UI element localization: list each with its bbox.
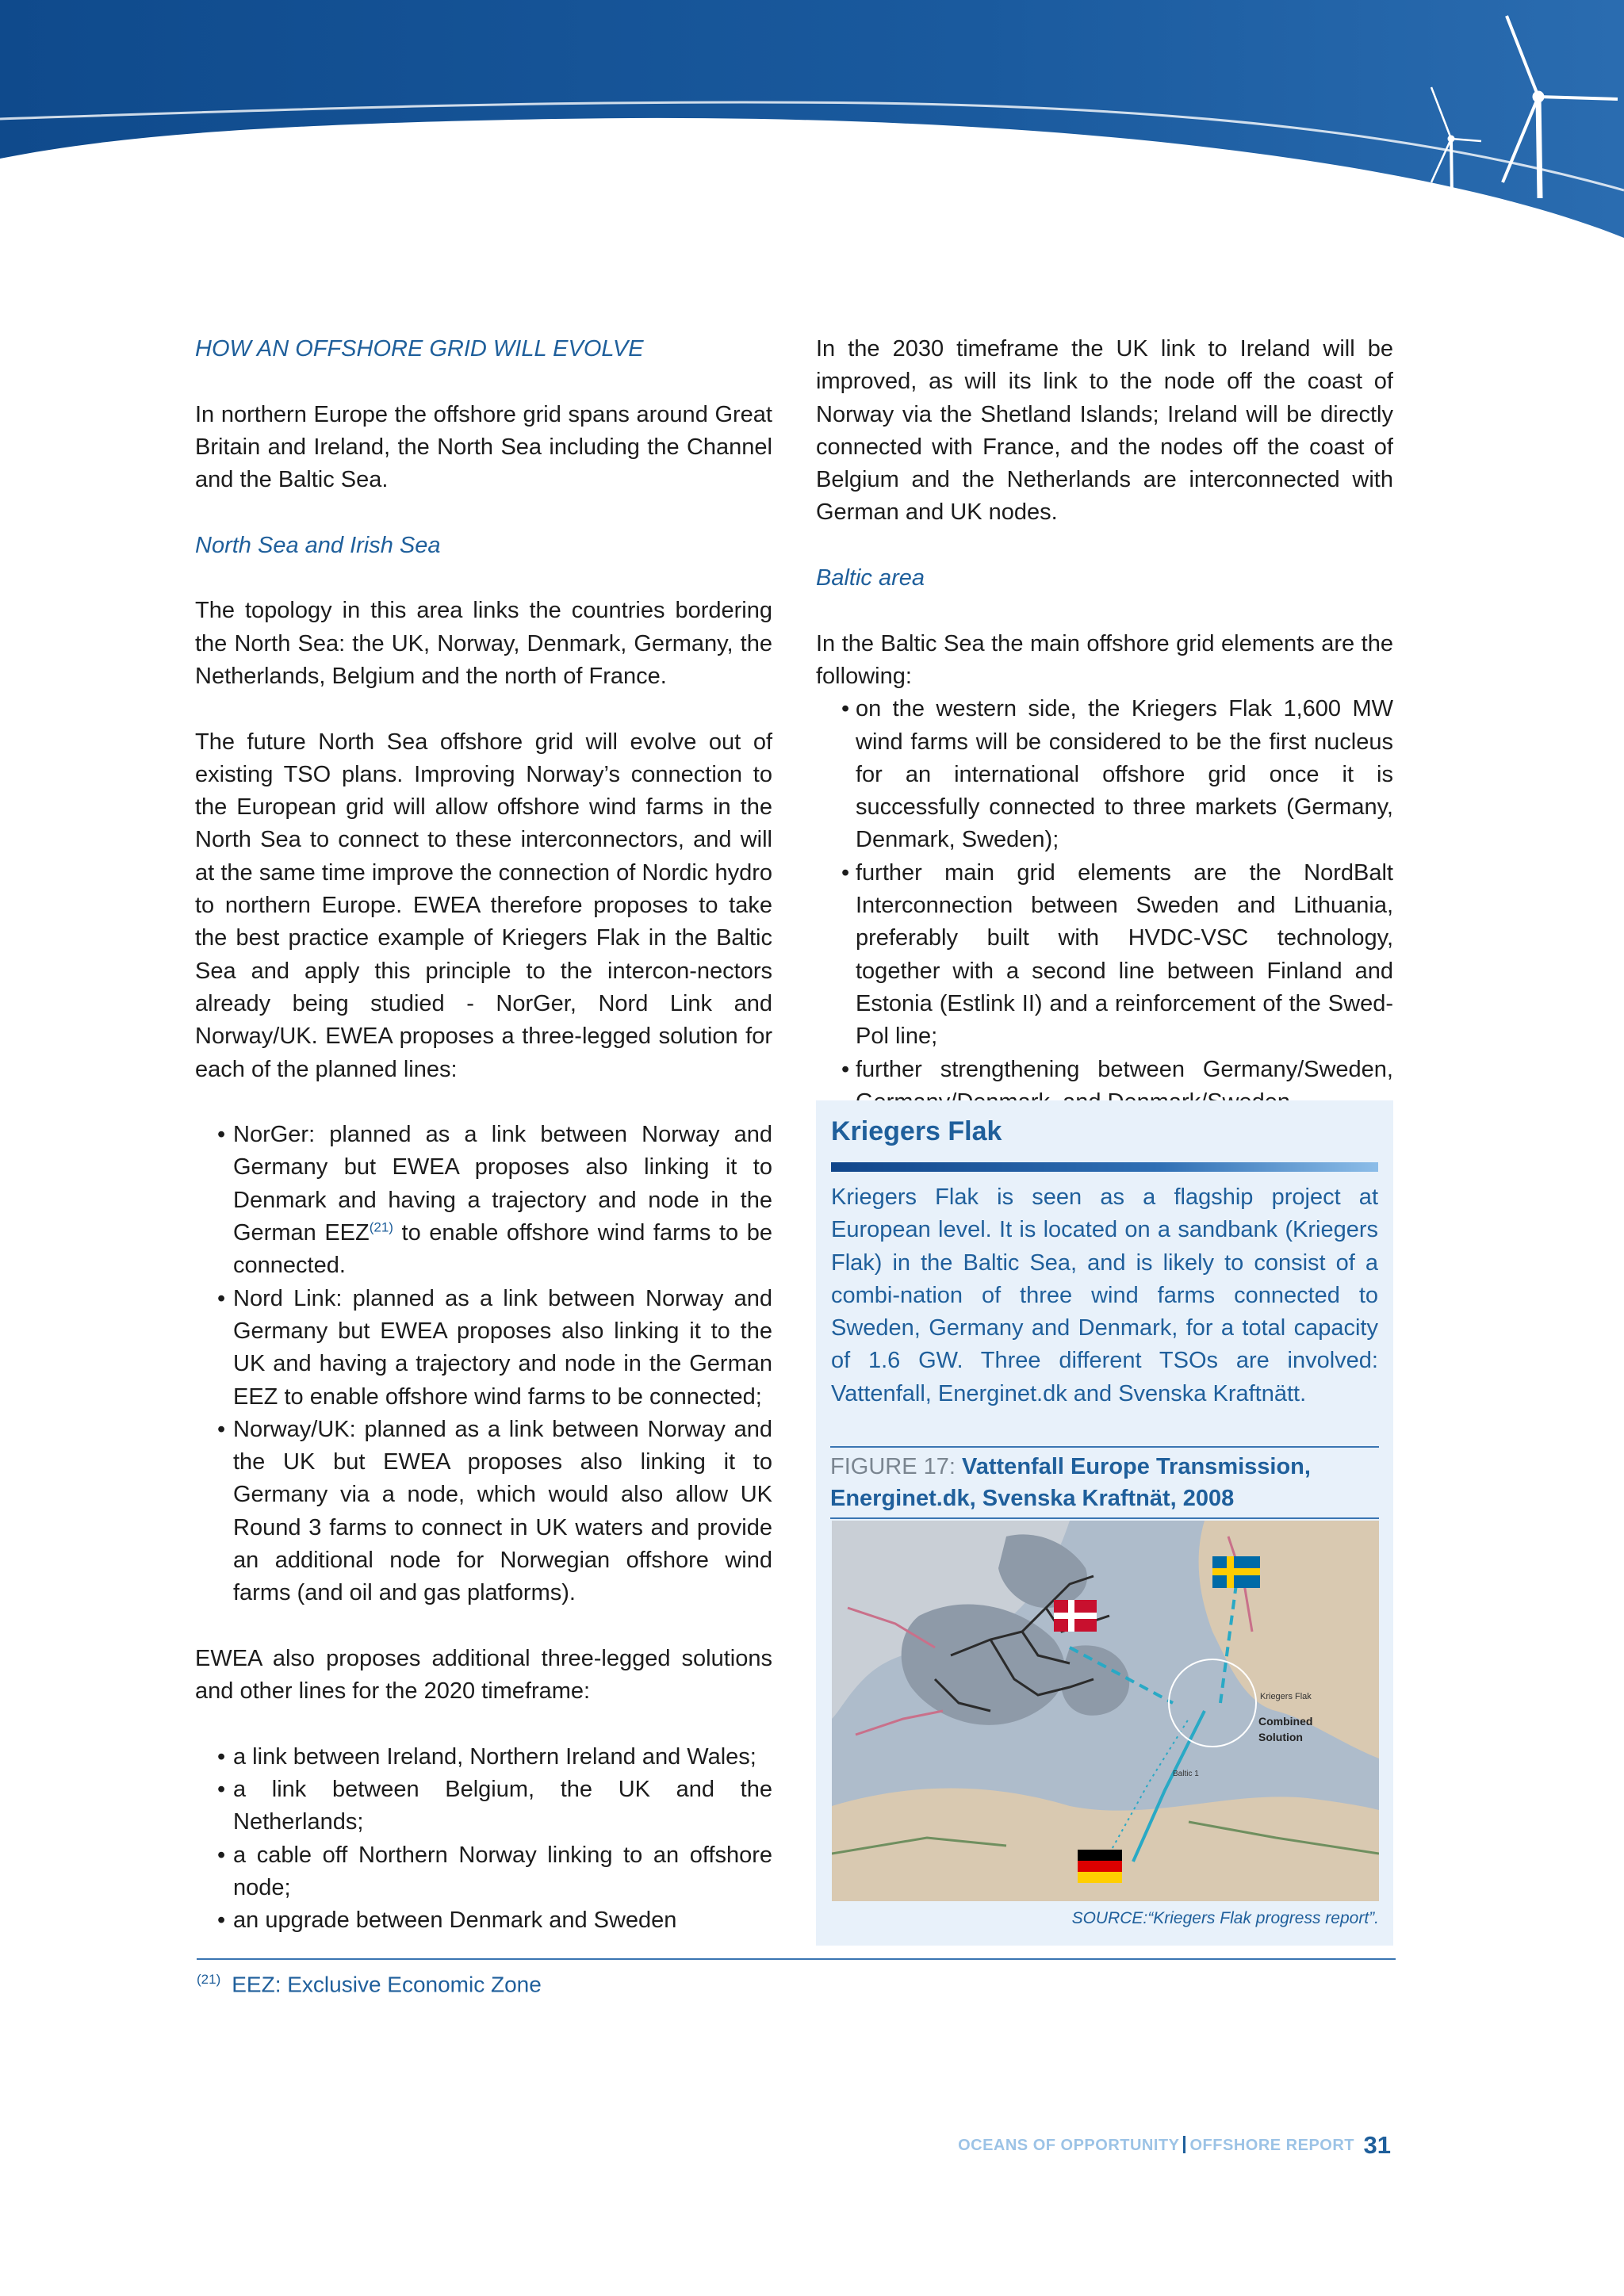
- footnote: [197, 1972, 542, 1997]
- footnote-ref: (21): [369, 1219, 393, 1235]
- list-item: • an upgrade between Denmark and Sweden: [195, 1904, 772, 1937]
- intro-paragraph: In northern Europe the offshore grid spans around Great Britain and Ireland, the North Sea including the Channel and the Baltic Sea.: [195, 401, 772, 493]
- figure-number: FIGURE 17:: [830, 1454, 962, 1479]
- kriegers-flak-map: [832, 1521, 1379, 1901]
- list-item: • further strengthening between Germany/Sweden,: [816, 1054, 1393, 1119]
- footnote-divider: [197, 1958, 1396, 1960]
- subheading-north-sea: North Sea and Irish Sea: [195, 532, 441, 558]
- map-label-combined-2: Solution: [1258, 1731, 1303, 1743]
- list-item: • a link between Ireland, Northern Ireland and Wales;: [195, 1741, 772, 1774]
- figure-title: Vattenfall Europe Transmission, Energinet.dk, Svenska Kraftnät, 2008: [830, 1454, 1311, 1511]
- right-column: [816, 333, 1393, 1151]
- list-item: • a link between Belgium, the UK and the Netherlands;: [195, 1774, 772, 1839]
- list-item: • a cable off Northern Norway linking to an offshore node;: [195, 1839, 772, 1905]
- denmark-flag-icon: [1054, 1600, 1097, 1632]
- left-column: [195, 333, 772, 1970]
- list-item: • Nord Link: planned as a link between Norway and Germany but EWEA proposes also linking it to the UK and having a trajectory and node in the German EEZ to enable offshore wind farms to be connected;: [195, 1283, 772, 1414]
- footer-separator: [1183, 2136, 1185, 2153]
- footnote-text: EEZ: Exclusive Economic Zone: [232, 1972, 542, 1997]
- extra-lines-list: [195, 1741, 772, 1938]
- future-paragraph: The future North Sea offshore grid will evolve out of existing TSO plans. Improving Norway’s connection to the European grid will allow offshore wind farms in the North Sea to connect to these interconnectors, and will at the same time improve the connection of Nordic hydro to northern Europe. EWEA therefore proposes to take the best practice example of Kriegers Flak in the Baltic Sea and apply this principle to the intercon-nectors already being studied - NorGer, Nord Link and Norway/UK. EWEA proposes a three-legged solution for each of the planned lines:: [195, 729, 772, 1082]
- figure-caption: [830, 1446, 1379, 1519]
- footer-publication: OCEANS OF OPPORTUNITY: [958, 2137, 1180, 2154]
- list-item: • further main grid elements are the NordBalt Interconnection between Sweden and Lithuania, preferably built with HVDC-VSC technology, together with a second line between Finland and Estonia (Estlink II) and a reinforcement of the Swed-Pol line;: [816, 857, 1393, 1054]
- footnote-marker: (21): [197, 1972, 221, 1987]
- map-label-kriegers: Kriegers Flak: [1260, 1692, 1312, 1701]
- timeframe-paragraph: In the 2030 timeframe the UK link to Ireland will be improved, as will its link to the node off the coast of Norway via the Shetland Islands; Ireland will be directly connected with France, and the nodes off the coast of Belgium and the Netherlands are interconnected with German and UK nodes.: [816, 336, 1393, 526]
- page-number: 31: [1363, 2131, 1391, 2159]
- topology-paragraph: The topology in this area links the countries bordering the North Sea: the UK, Norway, Denmark, Germany, the Netherlands, Belgium and the north of France.: [195, 598, 772, 689]
- list-item: • on the western side, the Kriegers Flak 1,600 MW wind farms will be considered to be the first nucleus for an international offshore grid once it is successfully connected to three markets (Germany, Denmark, Sweden);: [816, 693, 1393, 856]
- baltic-intro: In the Baltic Sea the main offshore grid elements are the following:: [816, 630, 1393, 689]
- box-text: Kriegers Flak is seen as a flagship project at European level. It is located on a sandbank (Kriegers Flak) in the Baltic Sea, and is likely to consist of a combi-nation of three wind farms connected to Sweden, Germany and Denmark, for a total capacity of 1.6 GW. Three different TSOs are involved: Vattenfall, Energinet.dk and Svenska Kraftnätt.: [831, 1184, 1378, 1406]
- header-banner: [0, 0, 1624, 254]
- germany-flag-icon: [1078, 1850, 1122, 1883]
- kriegers-flak-box: [816, 1100, 1393, 1946]
- sweden-flag-icon: [1212, 1556, 1260, 1588]
- box-title: Kriegers Flak: [831, 1116, 1002, 1146]
- figure-source: SOURCE:“Kriegers Flak progress report”.: [1071, 1909, 1379, 1927]
- list-item: • NorGer: planned as a link between Norway and Germany but EWEA proposes also linking it to Denmark and having a trajectory and node in the German EEZ$^{(21)}$ to enable offshore wind farms to be connected.: [195, 1119, 772, 1282]
- list-item: • Norway/UK: planned as a link between Norway and the UK but EWEA proposes also linking it to Germany via a node, which would also allow UK Round 3 farms to connect in UK waters and provide an additional node for Norwegian offshore wind farms (and oil and gas platforms).: [195, 1414, 772, 1610]
- page-footer: [958, 2136, 1354, 2155]
- section-heading: HOW AN OFFSHORE GRID WILL EVOLVE: [195, 336, 644, 362]
- baltic-list: [816, 693, 1393, 1119]
- additional-paragraph: EWEA also proposes additional three-legged solutions and other lines for the 2020 timeframe:: [195, 1645, 772, 1705]
- map-label-combined-1: Combined: [1258, 1715, 1313, 1728]
- footer-report: OFFSHORE REPORT: [1189, 2137, 1354, 2154]
- subheading-baltic: Baltic area: [816, 565, 925, 591]
- box-title-rule: [831, 1162, 1378, 1172]
- three-legged-list: [195, 1119, 772, 1609]
- map-label-baltic: Baltic 1: [1173, 1770, 1199, 1778]
